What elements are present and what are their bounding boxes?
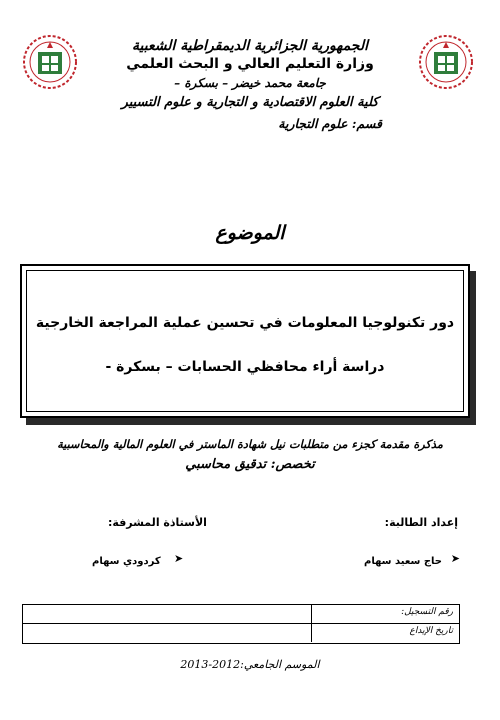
registration-box [22, 604, 460, 644]
deposit-date-label: تاريخ الإيداع [409, 626, 453, 636]
registration-number-label: رقم التسجيل: [401, 607, 453, 617]
ministry-name: وزارة التعليم العالي و البحث العلمي [126, 56, 374, 72]
thesis-title-frame [20, 264, 470, 418]
department-name: قسم: علوم التجارية [278, 116, 382, 131]
thesis-subtitle: دراسة أراء محافظي الحسابات – بسكرة - [105, 359, 385, 375]
supervisor-name: كردودي سهام [92, 556, 161, 567]
prepared-by-label: إعداد الطالبة: [384, 516, 458, 529]
supervisor-arrow-icon: ➤ [174, 552, 184, 565]
republic-name: الجمهورية الجزائرية الديمقراطية الشعبية [131, 38, 368, 54]
faculty-name: كلية العلوم الاقتصادية و التجارية و علوم التسيير [121, 95, 379, 110]
university-name: جامعة محمد خيضر – بسكرة – [174, 76, 326, 90]
specialty: تخصص: تدقيق محاسبي [185, 457, 315, 472]
supervisor-label: الأستاذة المشرفة: [108, 516, 207, 529]
registration-row [23, 605, 459, 624]
thesis-title: دور تكنولوجيا المعلومات في تحسين عملية المراجعة الخارجية [35, 315, 455, 331]
academic-year: الموسم الجامعي:2012-2013 [180, 658, 320, 671]
thesis-title-inner-border [26, 270, 464, 412]
student-name: حاج سعيد سهام [364, 556, 442, 567]
thesis-description: مذكرة مقدمة كجزء من متطلبات نيل شهادة الماستر في العلوم المالية والمحاسبية [57, 437, 443, 451]
deposit-date-row [23, 624, 459, 642]
student-arrow-icon: ➤ [450, 552, 460, 565]
subject-heading: الموضوع [215, 222, 285, 244]
